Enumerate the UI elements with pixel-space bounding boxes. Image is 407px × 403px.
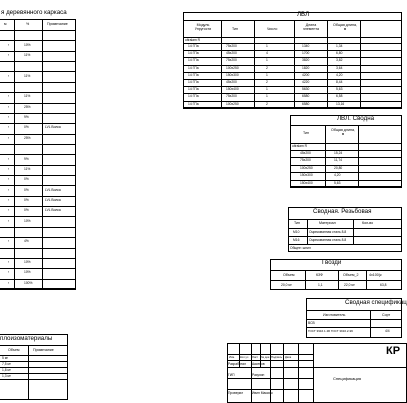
divider	[288, 236, 402, 237]
lvl-group-label: ultralam R	[185, 37, 201, 42]
lvl-cell: 2	[266, 80, 268, 84]
divider	[298, 343, 299, 403]
row-unit-cell: ³	[8, 260, 10, 265]
lvl-cell: 14 ГПа	[188, 94, 199, 99]
stamp-head: Подпись	[271, 355, 283, 359]
column-header: Примечание	[33, 348, 54, 352]
lvl-summary-cell: 15,24	[334, 151, 343, 155]
lvl-cell: 1	[266, 44, 268, 48]
nails-count: 63,8	[380, 282, 387, 287]
lvl-cell: 1	[266, 94, 268, 99]
row-unit-cell: ³	[8, 197, 10, 202]
nails-volume: 20,0 м³	[281, 282, 292, 287]
lvl-cell: 150x300	[226, 72, 239, 77]
lvl-cell: 3820	[302, 58, 310, 63]
sheet-title: Спецификация	[333, 376, 362, 381]
column-header: Длина элемента	[303, 23, 319, 31]
lvl-summary-cell: 4,20	[334, 173, 341, 178]
divider	[313, 343, 314, 403]
row-percent-cell: 10%	[24, 218, 31, 223]
lvl-cell: 14 ГПа	[188, 65, 199, 70]
column-header: Число	[267, 27, 278, 31]
divider	[306, 327, 402, 328]
column-header: Кол-во	[362, 221, 374, 225]
row-note-cell: LVL Волка	[45, 208, 61, 213]
insulation-volume-cell: 1,8 м³	[2, 367, 11, 372]
row-note-cell: LVL Волка	[45, 187, 61, 192]
lvl-summary-cell: 75x200	[300, 158, 311, 163]
lvl-summary-group: ultralam R	[292, 143, 308, 148]
lvl-cell: 3,82	[336, 58, 343, 63]
row-percent-cell: 11%	[24, 52, 31, 57]
divider	[183, 43, 402, 44]
row-percent-cell: 4%	[24, 239, 29, 244]
row-unit-cell: ³	[8, 177, 10, 182]
lvl-cell: 2	[266, 101, 268, 106]
column-header: Объем	[283, 273, 295, 277]
row-percent-cell: 0%	[24, 187, 29, 192]
lvl-summary-title: ЛВЛ. Сводна	[337, 115, 375, 122]
lvl-cell: 45x200	[226, 80, 237, 84]
stamp-role: ГИП	[228, 373, 235, 377]
row-percent-cell: 11%	[24, 166, 31, 171]
row-note-cell: LVL Волка	[45, 197, 61, 202]
row-percent-cell: 10%	[24, 270, 31, 275]
nails-title: Гвозди	[322, 259, 342, 266]
divider	[0, 289, 76, 290]
divider	[0, 279, 76, 280]
row-unit-cell: ³	[8, 135, 10, 140]
divider	[0, 40, 76, 41]
row-unit-cell: ³	[8, 73, 10, 78]
lvl-cell: 100x250	[226, 101, 239, 106]
column-header: Материал	[319, 221, 336, 225]
divider	[0, 82, 76, 83]
lvl-cell: 5630	[302, 87, 310, 92]
lvl-cell: 1	[266, 87, 268, 92]
lvl-cell: 1	[266, 58, 268, 63]
row-unit-cell: ³	[8, 218, 10, 223]
lvl-cell: 14 ГПа	[188, 80, 199, 84]
lvl-cell: 14 ГПа	[188, 58, 199, 63]
divider	[353, 219, 354, 244]
row-percent-cell: 25%	[24, 104, 31, 109]
divider	[0, 237, 76, 238]
row-percent-cell: 10%	[24, 260, 31, 265]
row-percent-cell: 0%	[24, 177, 29, 182]
column-header: Изготовитель	[323, 313, 346, 317]
lvl-summary-cell: 100x250	[300, 165, 313, 170]
column-header: Примечание	[47, 22, 68, 26]
lvl-summary-cell: 11,74	[334, 158, 343, 163]
insulation-volume-cell: 5 м³	[2, 355, 9, 360]
column-header: Тип	[232, 27, 238, 31]
lvl-cell: 13,16	[336, 101, 345, 106]
row-percent-cell: 9%	[24, 115, 29, 120]
divider	[0, 345, 68, 346]
divider	[0, 379, 68, 380]
rod-type-cell: M10	[293, 229, 300, 234]
row-percent-cell: 11%	[24, 73, 31, 78]
column-header: Общая длина, м	[331, 128, 355, 136]
lvl-summary-cell: 150x300	[300, 173, 313, 178]
divider	[290, 187, 402, 188]
row-unit-cell: ³	[8, 166, 10, 171]
column-header: %	[26, 22, 30, 26]
lvl-cell: 4,20	[336, 72, 343, 77]
divider	[0, 51, 76, 52]
divider	[358, 125, 359, 187]
divider	[0, 144, 76, 145]
divider	[183, 86, 402, 87]
column-header: Объем	[8, 348, 20, 352]
lvl-cell: 150x400	[226, 87, 239, 92]
row-percent-cell: 9%	[24, 156, 29, 161]
lvl-summary-cell: 20,80	[334, 165, 343, 170]
divider	[183, 57, 402, 58]
divider	[313, 367, 407, 368]
lvl-cell: 6580	[302, 101, 310, 106]
lvl-cell: 1820	[302, 65, 310, 70]
row-unit-cell: ³	[8, 270, 10, 275]
divider	[0, 227, 76, 228]
column-header: 4x100(к	[369, 273, 382, 277]
nails-kzf: 1,1	[318, 282, 323, 287]
divider	[0, 113, 76, 114]
stamp-head: Кол.уч	[240, 355, 249, 359]
lvl-cell: 14 ГПа	[188, 87, 199, 92]
stamp-head: Изм.	[229, 355, 235, 359]
stamp-name: Разухин	[252, 373, 265, 377]
lvl-cell: 1	[266, 72, 268, 77]
lvl-summary-cell: 45x200	[300, 151, 311, 155]
divider	[0, 216, 76, 217]
column-header: Сорт	[382, 313, 391, 317]
row-percent-cell: 10%	[24, 42, 31, 47]
stamp-name: Ивин Максим	[252, 391, 273, 395]
stamp-role: Проверил	[228, 391, 244, 395]
divider	[0, 196, 76, 197]
row-unit-cell: ³	[8, 239, 10, 244]
insulation-volume-cell: 7,5 м³	[2, 361, 11, 366]
spec-summary-standard: ГОСТ 3916.1-96 ГОСТ 3916.2-96	[308, 328, 353, 333]
column-header: Общая длина, м	[333, 23, 357, 31]
divider	[288, 228, 402, 229]
lvl-cell: 6,58	[336, 94, 343, 99]
rod-type-cell: M16	[293, 237, 300, 242]
lvl-cell: 5,63	[336, 87, 343, 92]
divider	[0, 258, 76, 259]
stamp-name: Аксенов	[252, 361, 265, 366]
lvl-cell: 4220	[302, 80, 310, 84]
lvl-cell: 75x200	[226, 94, 237, 99]
divider	[283, 343, 284, 403]
column-header: Объем_2	[343, 273, 359, 277]
spec-summary-group: ВСВ	[308, 320, 315, 325]
divider	[0, 206, 76, 207]
divider	[325, 125, 326, 187]
row-unit-cell: ³	[8, 42, 10, 47]
row-unit-cell: ³	[8, 187, 10, 192]
divider	[0, 175, 76, 176]
column-header: Модуль Упругости	[194, 23, 212, 31]
row-unit-cell: ³	[8, 52, 10, 57]
column-header: м	[4, 22, 7, 26]
divider	[0, 165, 76, 166]
spec-summary-grade: 4/4	[385, 328, 390, 333]
divider	[270, 270, 402, 271]
row-unit-cell: ³	[8, 115, 10, 120]
divider	[370, 310, 371, 338]
lvl-cell: 1,34	[336, 44, 343, 48]
divider	[183, 108, 402, 109]
lvl-cell: 14 ГПа	[188, 72, 199, 77]
divider	[183, 50, 402, 51]
column-header: Тип	[303, 131, 309, 135]
divider	[305, 270, 306, 290]
lvl-cell: 100x250	[226, 65, 239, 70]
rod-footer: Общее: шпил	[290, 245, 311, 250]
rod-material-cell: Оцинкованная сталь 8.8	[309, 237, 347, 242]
divider	[0, 103, 76, 104]
lvl-cell: 4	[266, 51, 268, 56]
divider	[306, 319, 402, 320]
divider	[290, 125, 402, 126]
lvl-cell: 8,44	[336, 80, 343, 84]
divider	[183, 93, 402, 94]
lvl-cell: 1340	[302, 44, 310, 48]
document-code: КР	[386, 345, 401, 357]
lvl-cell: 14 ГПа	[188, 51, 199, 56]
lvl-cell: 6580	[302, 94, 310, 99]
row-unit-cell: ³	[8, 125, 10, 130]
wood-frame-title: я деревянного каркаса	[1, 9, 67, 16]
lvl-cell: 14 ГПа	[188, 101, 199, 106]
lvl-cell: 75x200	[226, 44, 237, 48]
divider	[306, 310, 402, 311]
divider	[183, 37, 402, 38]
divider	[0, 30, 76, 31]
row-percent-cell: 0%	[24, 197, 29, 202]
nails-volume-2: 22,0 м³	[344, 282, 355, 287]
divider	[0, 61, 76, 62]
divider	[0, 92, 76, 93]
stamp-head: Лист	[252, 355, 259, 359]
column-header: КЗФ	[316, 273, 323, 277]
spec-summary-title: Сводная спецификац	[345, 299, 407, 306]
lvl-cell: 14 ГПа	[188, 44, 199, 48]
stamp-role: Разработал	[228, 361, 246, 366]
row-note-cell: LVL Волка	[45, 125, 61, 130]
lvl-summary-cell: 150x400	[300, 180, 313, 185]
divider	[183, 72, 402, 73]
divider	[0, 355, 68, 356]
divider	[307, 219, 308, 244]
row-unit-cell: ³	[8, 156, 10, 161]
rod-material-cell: Оцинкованная сталь 8.8	[309, 229, 347, 234]
row-unit-cell: ³	[8, 104, 10, 109]
divider	[183, 65, 402, 66]
lvl-summary-cell: 5,63	[334, 180, 341, 185]
row-percent-cell: 0%	[24, 208, 29, 213]
divider	[0, 268, 76, 269]
stamp-head: № док.	[261, 355, 270, 359]
row-percent-cell: 100%	[24, 280, 33, 285]
divider	[288, 244, 402, 245]
divider	[366, 270, 367, 290]
divider	[288, 219, 402, 220]
lvl-title: ЛВЛ	[297, 11, 310, 18]
divider	[0, 248, 76, 249]
row-percent-cell: 25%	[24, 135, 31, 140]
lvl-cell: 75x200	[226, 58, 237, 63]
divider	[0, 154, 76, 155]
lvl-cell: 45x200	[226, 51, 237, 56]
row-percent-cell: 11%	[24, 94, 31, 99]
row-unit-cell: ³	[8, 208, 10, 213]
insulation-title: плоизоматериалы	[0, 335, 53, 342]
column-header: Тип	[294, 221, 300, 225]
divider	[338, 270, 339, 290]
lvl-cell: 1700	[302, 51, 310, 56]
lvl-cell: 3,64	[336, 65, 343, 70]
divider	[270, 280, 402, 281]
divider	[183, 79, 402, 80]
lvl-cell: 2	[266, 65, 268, 70]
stamp-head: Дата	[285, 355, 292, 359]
row-percent-cell: 0%	[24, 125, 29, 130]
row-unit-cell: ³	[8, 280, 10, 285]
lvl-cell: 4200	[302, 72, 310, 77]
divider	[0, 185, 76, 186]
insulation-volume-cell: 1,3 м³	[2, 373, 11, 378]
threaded-rod-title: Сводная. Резьбовая	[313, 208, 372, 215]
divider	[0, 71, 76, 72]
divider	[183, 101, 402, 102]
divider	[183, 20, 402, 21]
divider	[0, 123, 76, 124]
divider	[0, 134, 76, 135]
row-unit-cell: ³	[8, 94, 10, 99]
lvl-cell: 6,80	[336, 51, 343, 56]
